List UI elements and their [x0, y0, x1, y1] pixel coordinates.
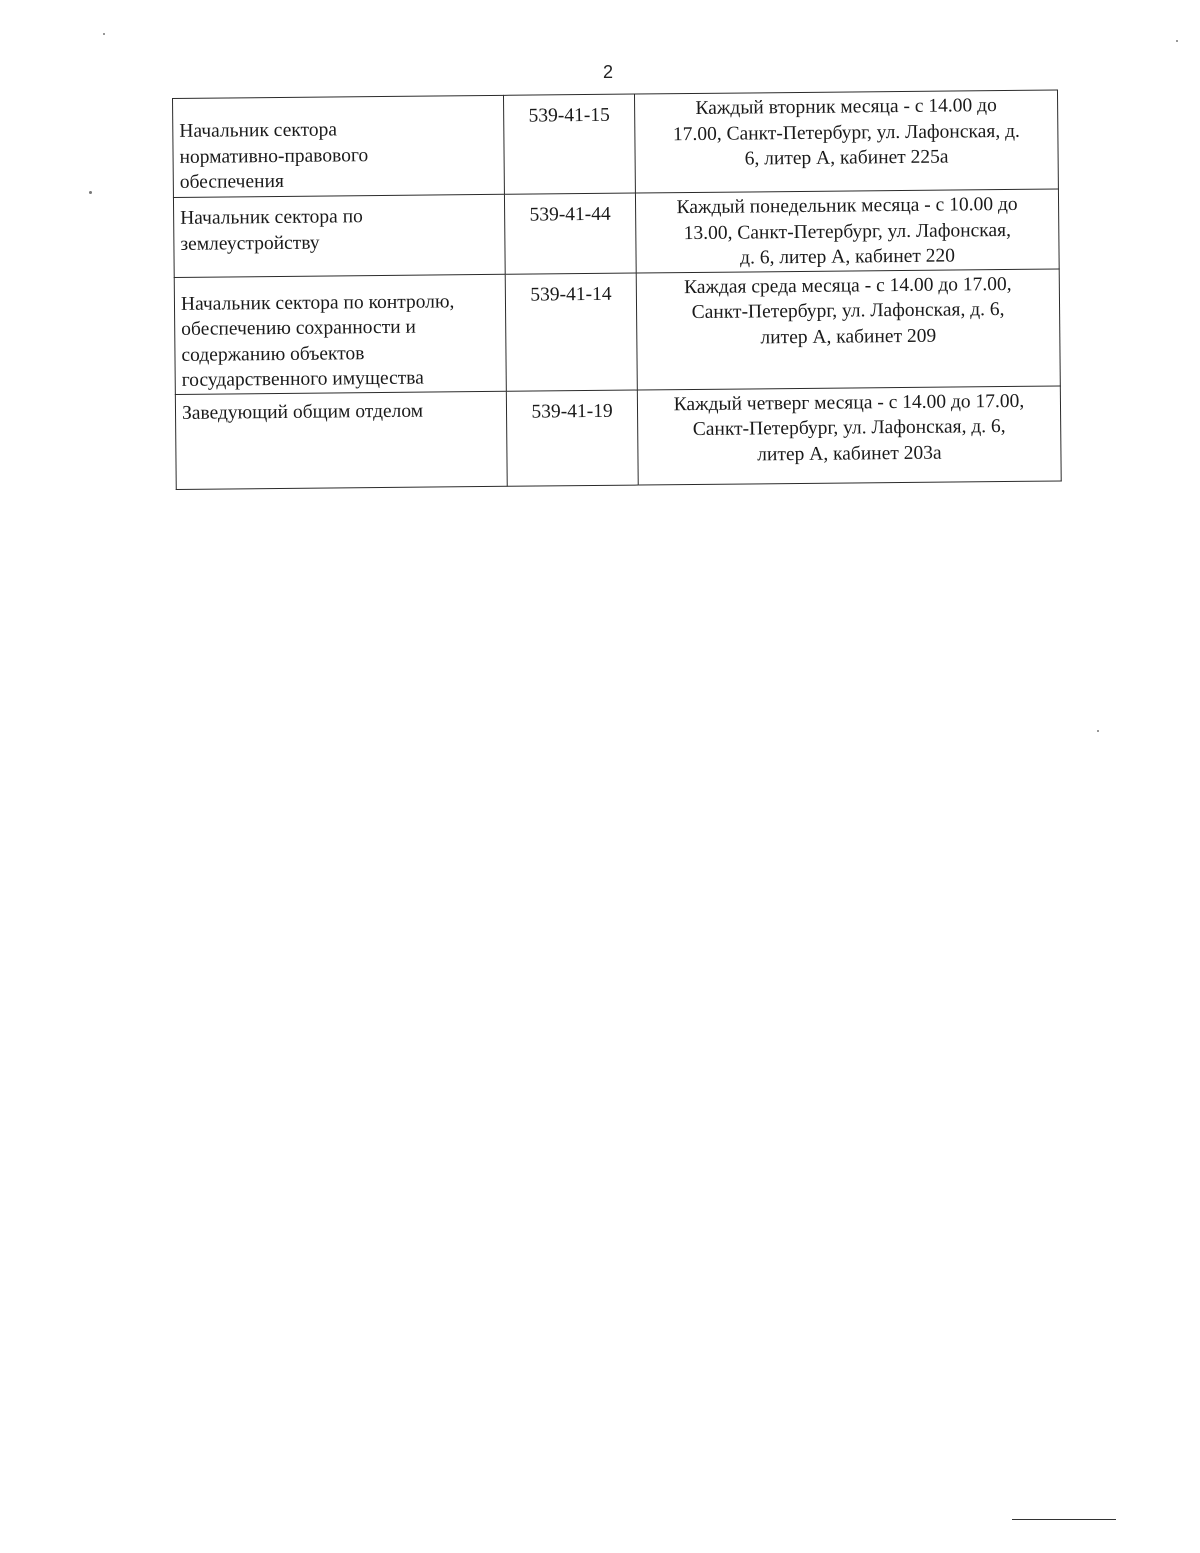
table-row	[174, 268, 1060, 393]
phone-cell: 539-41-14	[505, 273, 637, 391]
reception-hours-cell: Каждый понедельник месяца - с 10.00 до 13.00, Санкт-Петербург, ул. Лафонская, д. 6, литер А, кабинет 220	[635, 189, 1059, 273]
phone-cell: 539-41-19	[506, 390, 638, 486]
position-cell: Заведующий общим отделом	[175, 391, 507, 489]
page-number: 2	[602, 62, 613, 82]
table-row	[173, 90, 1059, 197]
reception-hours-cell: Каждый четверг месяца - с 14.00 до 17.00, Санкт-Петербург, ул. Лафонская, д. 6, литер А, кабинет 203а	[637, 385, 1061, 484]
phone-cell: 539-41-44	[504, 193, 636, 274]
phone-cell: 539-41-15	[503, 94, 635, 194]
reception-hours-cell: Каждый вторник месяца - с 14.00 до 17.00, Санкт-Петербург, ул. Лафонская, д. 6, литер А, кабинет 225а	[634, 90, 1058, 193]
scan-speck	[89, 191, 92, 194]
footer-rule	[1012, 1519, 1116, 1520]
scan-speck	[103, 33, 105, 35]
reception-schedule-table	[172, 89, 1062, 489]
scan-speck	[1176, 40, 1178, 42]
table-row	[173, 189, 1059, 277]
scan-speck	[1097, 730, 1099, 732]
position-cell: Начальник сектора нормативно-правового обеспечения	[173, 95, 505, 197]
reception-hours-cell: Каждая среда месяца - с 14.00 до 17.00, Санкт-Петербург, ул. Лафонская, д. 6, литер А, кабинет 209	[636, 268, 1060, 389]
position-cell: Начальник сектора по землеустройству	[173, 194, 505, 277]
position-cell: Начальник сектора по контролю, обеспечению сохранности и содержанию объектов государственного имущества	[174, 274, 506, 394]
table-row	[175, 385, 1061, 488]
